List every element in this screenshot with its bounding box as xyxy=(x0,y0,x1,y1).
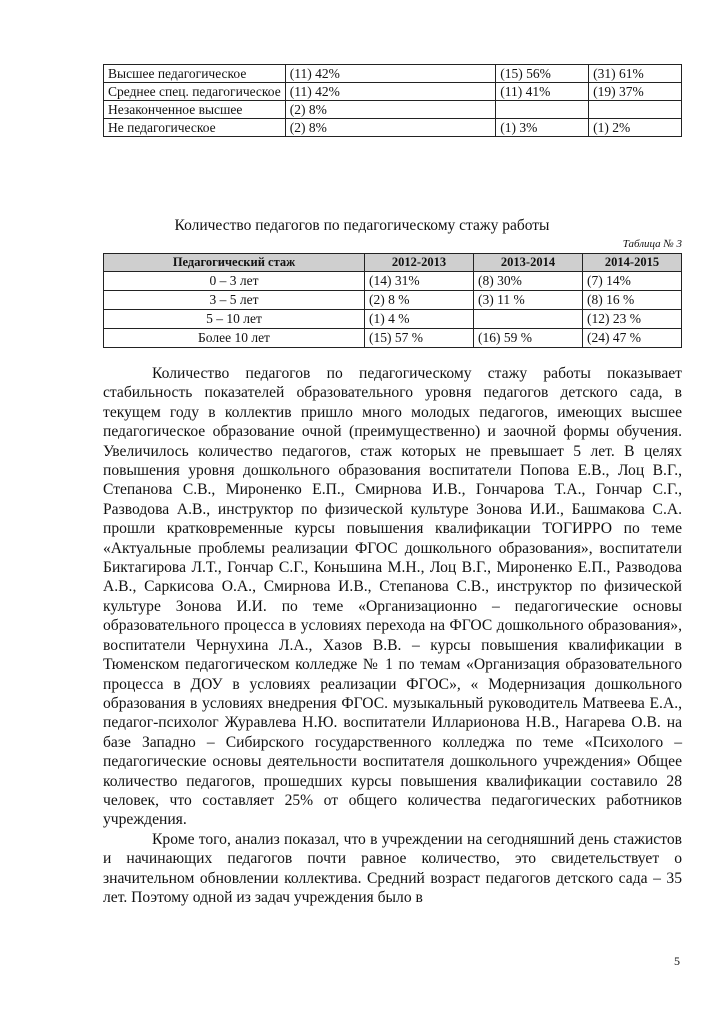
experience-table xyxy=(103,253,682,348)
table-cell: (24) 47 % xyxy=(583,329,682,348)
table-cell: (31) 61% xyxy=(589,65,682,83)
table-cell: Более 10 лет xyxy=(104,329,365,348)
table-header-row xyxy=(104,254,682,272)
table-cell: 5 – 10 лет xyxy=(104,310,365,329)
table-cell xyxy=(496,101,589,119)
table-cell: (11) 42% xyxy=(285,83,496,101)
section-title: Количество педагогов по педагогическому стажу работы xyxy=(174,217,550,234)
table-cell: (19) 37% xyxy=(589,83,682,101)
table-cell: (1) 2% xyxy=(589,119,682,137)
table-cell: (2) 8% xyxy=(285,101,496,119)
table-cell: Незаконченное высшее xyxy=(104,101,286,119)
table-row xyxy=(104,101,682,119)
column-header: Педагогический стаж xyxy=(104,254,365,272)
table-cell: (15) 57 % xyxy=(365,329,474,348)
table-row xyxy=(104,291,682,310)
column-header: 2012-2013 xyxy=(365,254,474,272)
column-header: 2013-2014 xyxy=(474,254,583,272)
table-cell: (11) 42% xyxy=(285,65,496,83)
table-row xyxy=(104,329,682,348)
page-number: 5 xyxy=(674,954,680,968)
table-cell: (11) 41% xyxy=(496,83,589,101)
table-cell: (8) 16 % xyxy=(583,291,682,310)
table-cell xyxy=(589,101,682,119)
table-cell: Высшее педагогическое xyxy=(104,65,286,83)
table-cell: (12) 23 % xyxy=(583,310,682,329)
table-cell: (3) 11 % xyxy=(474,291,583,310)
table-cell: (2) 8% xyxy=(285,119,496,137)
table-cell: (1) 4 % xyxy=(365,310,474,329)
table-row xyxy=(104,119,682,137)
table-row xyxy=(104,272,682,291)
table-cell: (2) 8 % xyxy=(365,291,474,310)
table-cell: (16) 59 % xyxy=(474,329,583,348)
table-cell: (8) 30% xyxy=(474,272,583,291)
table-cell: (14) 31% xyxy=(365,272,474,291)
table-cell: Среднее спец. педагогическое xyxy=(104,83,286,101)
table-cell: (1) 3% xyxy=(496,119,589,137)
paragraph: Количество педагогов по педагогическому стажу работы показывает стабильность показателей образовательного уровня педагогов детского сада, в текущем году в коллектив пришло много молодых педагогов, имеющих высшее педагогическое образование очной (преимущественно) и заочной формы обучения. Увеличилось количество педагогов, стаж которых не превышает 5 лет. В целях повышения уровня дошкольного образования воспитатели Попова Е.В., Лоц В.Г., Степанова С.В., Мироненко Е.П., Смирнова И.В., Гончарова Т.А., Гончар С.Г., Разводова А.В., инструктор по физической культуре Зонова И.И., Башмакова С.А. прошли кратковременные курсы повышения квалификации ТОГИРРО по теме «Актуальные проблемы реализации ФГОС дошкольного образования», воспитатели Биктагирова Л.Т., Гончар С.Г., Коньшина М.Н., Лоц В.Г., Мироненко Е.П., Разводова А.В., Саркисова О.А., Смирнова И.В., Степанова С.В., инструктор по физической культуре Зонова И.И. по теме «Организационно – педагогические основы образовательного процесса в условиях перехода на ФГОС дошкольного образования», воспитатели Чернухина Л.А., Хазов В.В. – курсы повышения квалификации в Тюменском педагогическом колледже № 1 по темам «Организация образовательного процесса в ДОУ в условиях реализации ФГОС», « Модернизация дошкольного образования в условиях внедрения ФГОС. музыкальный руководитель Матвеева Е.А., педагог-психолог Журавлева Н.Ю. воспитатели Илларионова Н.В., Нагарева О.В. на базе Западно – Сибирского государственного колледжа по теме «Психолого – педагогические основы деятельности воспитателя дошкольного учреждения» Общее количество педагогов, прошедших курсы повышения квалификации составило 28 человек, что составляет 25% от общего количества педагогических работников учреждения. xyxy=(103,365,682,829)
table-cell: 3 – 5 лет xyxy=(104,291,365,310)
table-cell: (7) 14% xyxy=(583,272,682,291)
table-cell: Не педагогическое xyxy=(104,119,286,137)
table-row xyxy=(104,65,682,83)
paragraph: Кроме того, анализ показал, что в учреждении на сегодняшний день стажистов и начинающих педагогов почти равное количество, это свидетельствует о значительном обновлении коллектива. Средний возраст педагогов детского сада – 35 лет. Поэтому одной из задач учреждения было в xyxy=(103,830,682,906)
table-cell: 0 – 3 лет xyxy=(104,272,365,291)
table-cell xyxy=(474,310,583,329)
education-table xyxy=(103,64,682,137)
column-header: 2014-2015 xyxy=(583,254,682,272)
table-row xyxy=(104,83,682,101)
body-text xyxy=(103,364,682,907)
table-row xyxy=(104,310,682,329)
table-cell: (15) 56% xyxy=(496,65,589,83)
table-number-label: Таблица № 3 xyxy=(622,238,682,250)
